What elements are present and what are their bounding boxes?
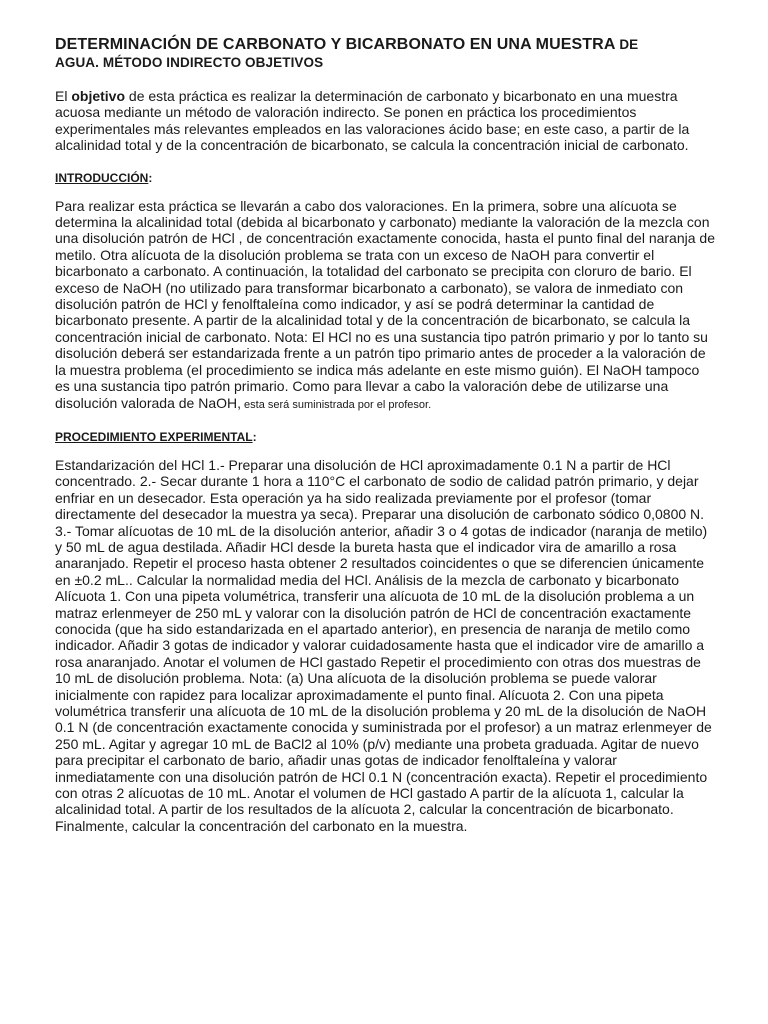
intro-heading-colon: : bbox=[148, 170, 153, 185]
objective-lead: El bbox=[55, 88, 72, 104]
intro-small-tail: esta será suministrada por el profesor. bbox=[241, 398, 432, 411]
objective-bold-word: objetivo bbox=[71, 88, 126, 104]
title-line-2: AGUA. MÉTODO INDIRECTO OBJETIVOS bbox=[55, 55, 324, 70]
objective-text: de esta práctica es realizar la determinación de carbonato y bicarbonato en una muestra acuosa mediante un método de valoración indirecto. Se ponen en práctica los procedimientos experimentales más relevantes empleados en las valoraciones ácido base; en este caso, a partir de la alcalinidad total y de la concentración de bicarbonato, se calcula la concentración inicial de carbonato. bbox=[55, 88, 690, 154]
intro-text: Para realizar esta práctica se llevarán a cabo dos valoraciones. En la primera, sobre una alícuota se determina la alcalinidad total (debida al bicarbonato y carbonato) mediante la valoración de la mezcla con una disolución patrón de HCl , de concentración exactamente conocida, hasta el punto final del naranja de metilo. Otra alícuota de la disolución problema se trata con un exceso de NaOH para convertir el bicarbonato a carbonato. A continuación, la totalidad del carbonato se precipita con cloruro de bario. El exceso de NaOH (no utilizado para transformar bicarbonato a carbonato), se valora de inmediato con disolución patrón de HCl y fenolftaleína como indicador, y así se podrá determinar la cantidad de bicarbonato presente. A partir de la alcalinidad total y de la concentración de bicarbonato, se calcula la concentración inicial de carbonato. Nota: El HCl no es una sustancia tipo patrón primario y por lo tanto su disolución deberá ser estandarizada frente a un patrón tipo primario antes de proceder a la valoración de la muestra problema (el procedimiento se indica más adelante en este mismo guión). El NaOH tampoco es una sustancia tipo patrón primario. Como para llevar a cabo la valoración debe de utilizarse una disolución valorada de NaOH, bbox=[55, 197, 715, 411]
intro-heading bbox=[55, 170, 715, 186]
title-main: DETERMINACIÓN DE CARBONATO Y BICARBONATO EN UNA MUESTRA bbox=[55, 36, 616, 53]
objective-paragraph bbox=[55, 88, 715, 154]
procedure-paragraph bbox=[55, 457, 715, 834]
document-page bbox=[55, 36, 715, 834]
intro-heading-label: INTRODUCCIÓN bbox=[55, 170, 149, 185]
procedure-text: Estandarización del HCl 1.- Preparar una disolución de HCl aproximadamente 0.1 N a partir de HCl concentrado. 2.- Secar durante 1 hora a 110°C el carbonato de sodio de calidad patrón primario, y dejar enfriar en un desecador. Esta operación ya ha sido realizada previamente por el profesor (tomar directamente del desecador la muestra ya seca). Preparar una disolución de carbonato sódico 0,0800 N. 3.- Tomar alícuotas de 10 mL de la disolución anterior, añadir 3 o 4 gotas de indicador (naranja de metilo) y 50 mL de agua destilada. Añadir HCl desde la bureta hasta que el indicador vira de amarillo a rosa anaranjado. Repetir el proceso hasta obtener 2 resultados coincidentes o que se diferencien únicamente en ±0.2 mL.. Calcular la normalidad media del HCl. Análisis de la mezcla de carbonato y bicarbonato Alícuota 1. Con una pipeta volumétrica, transferir una alícuota de 10 mL de la disolución problema a un matraz erlenmeyer de 250 mL y valorar con la disolución patrón de HCl de concentración exactamente conocida (que ha sido estandarizada en el apartado anterior), en presencia de naranja de metilo como indicador. Añadir 3 gotas de indicador y valorar cuidadosamente hasta que el indicador vire de amarillo a rosa anaranjado. Anotar el volumen de HCl gastado Repetir el procedimiento con otras dos muestras de 10 mL de disolución problema. Nota: (a) Una alícuota de la disolución problema se puede valorar inicialmente con rapidez para localizar aproximadamente el punto final. Alícuota 2. Con una pipeta volumétrica transferir una alícuota de 10 mL de la disolución problema y 20 mL de la disolución de NaOH 0.1 N (de concentración exactamente conocida y suministrada por el profesor) a un matraz erlenmeyer de 250 mL. Agitar y agregar 10 mL de BaCl2 al 10% (p/v) mediante una probeta graduada. Agitar de nuevo para precipitar el carbonato de bario, añadir unas gotas de indicador fenolftaleína y valorar inmediatamente con una disolución patrón de HCl 0.1 N (concentración exacta). Repetir el procedimiento con otras 2 alícuotas de 10 mL. Anotar el volumen de HCl gastado A partir de la alícuota 1, calcular la alcalinidad total. A partir de los resultados de la alícuota 2, calcular la concentración de bicarbonato. Finalmente, calcular la concentración del carbonato en la muestra. bbox=[55, 456, 712, 834]
title-tail: DE bbox=[615, 37, 639, 52]
intro-paragraph bbox=[55, 198, 715, 413]
procedure-heading bbox=[55, 429, 715, 445]
procedure-heading-colon: : bbox=[252, 429, 257, 444]
document-title bbox=[55, 36, 715, 72]
procedure-heading-label: PROCEDIMIENTO EXPERIMENTAL bbox=[55, 429, 253, 444]
